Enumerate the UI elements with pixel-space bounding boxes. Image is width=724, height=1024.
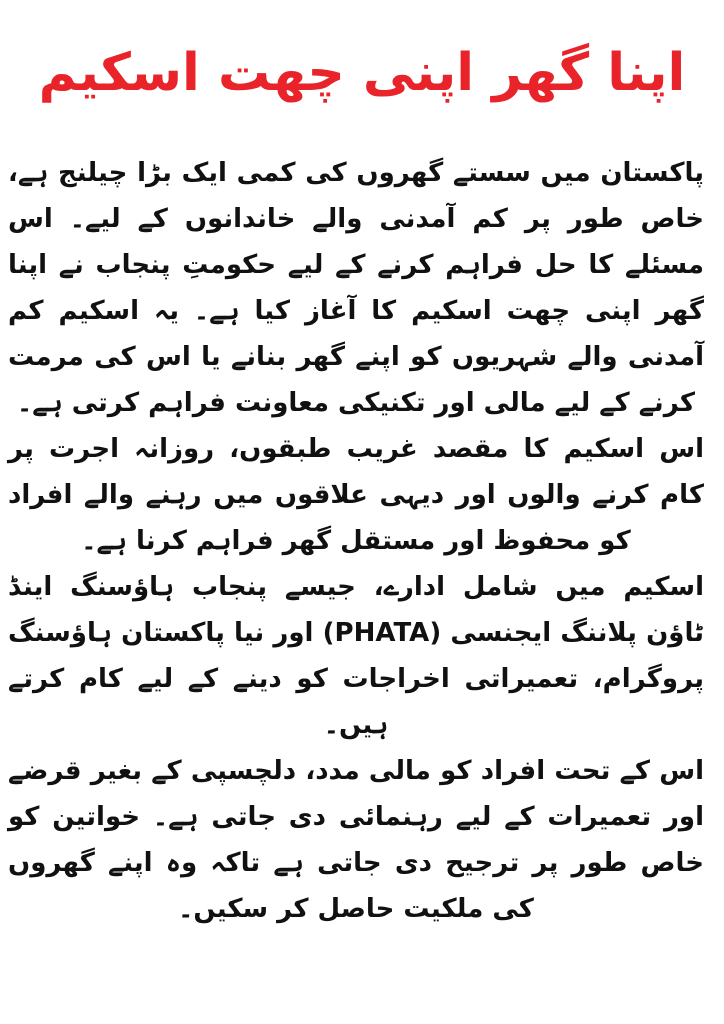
paragraph-purpose: اس اسکیم کا مقصد غریب طبقوں، روزانہ اجرت پر کام کرنے والوں اور دیہی علاقوں میں رہنے والے افراد کو محفوظ اور مستقل گھر فراہم کرنا ہے۔ — [8, 434, 704, 556]
article-body — [0, 150, 724, 932]
paragraph-intro: پاکستان میں سستے گھروں کی کمی ایک بڑا چیلنج ہے، خاص طور پر کم آمدنی والے خاندانوں کے لیے۔ اس مسئلے کا حل فراہم کرنے کے لیے حکومتِ پنجاب نے اپنا گھر اپنی چھت اسکیم کا آغاز کیا ہے۔ یہ اسکیم کم آمدنی والے شہریوں کو اپنے گھر بنانے یا اس کی مرمت کرنے کے لیے مالی اور تکنیکی معاونت فراہم کرتی ہے۔ — [8, 158, 704, 418]
paragraph-institutions: اسکیم میں شامل ادارے، جیسے پنجاب ہاؤسنگ اینڈ ٹاؤن پلاننگ ایجنسی (PHATA) اور نیا پاکستان ہاؤسنگ پروگرام، تعمیراتی اخراجات کو دینے کے لیے کام کرتے ہیں۔ — [8, 572, 704, 740]
page-title: اپنا گھر اپنی چھت اسکیم — [38, 43, 686, 103]
paragraph-benefits: اس کے تحت افراد کو مالی مدد، دلچسپی کے بغیر قرضے اور تعمیرات کے لیے رہنمائی دی جاتی ہے۔ خواتین کو خاص طور پر ترجیح دی جاتی ہے تاکہ وہ اپنے گھروں کی ملکیت حاصل کر سکیں۔ — [8, 756, 704, 924]
